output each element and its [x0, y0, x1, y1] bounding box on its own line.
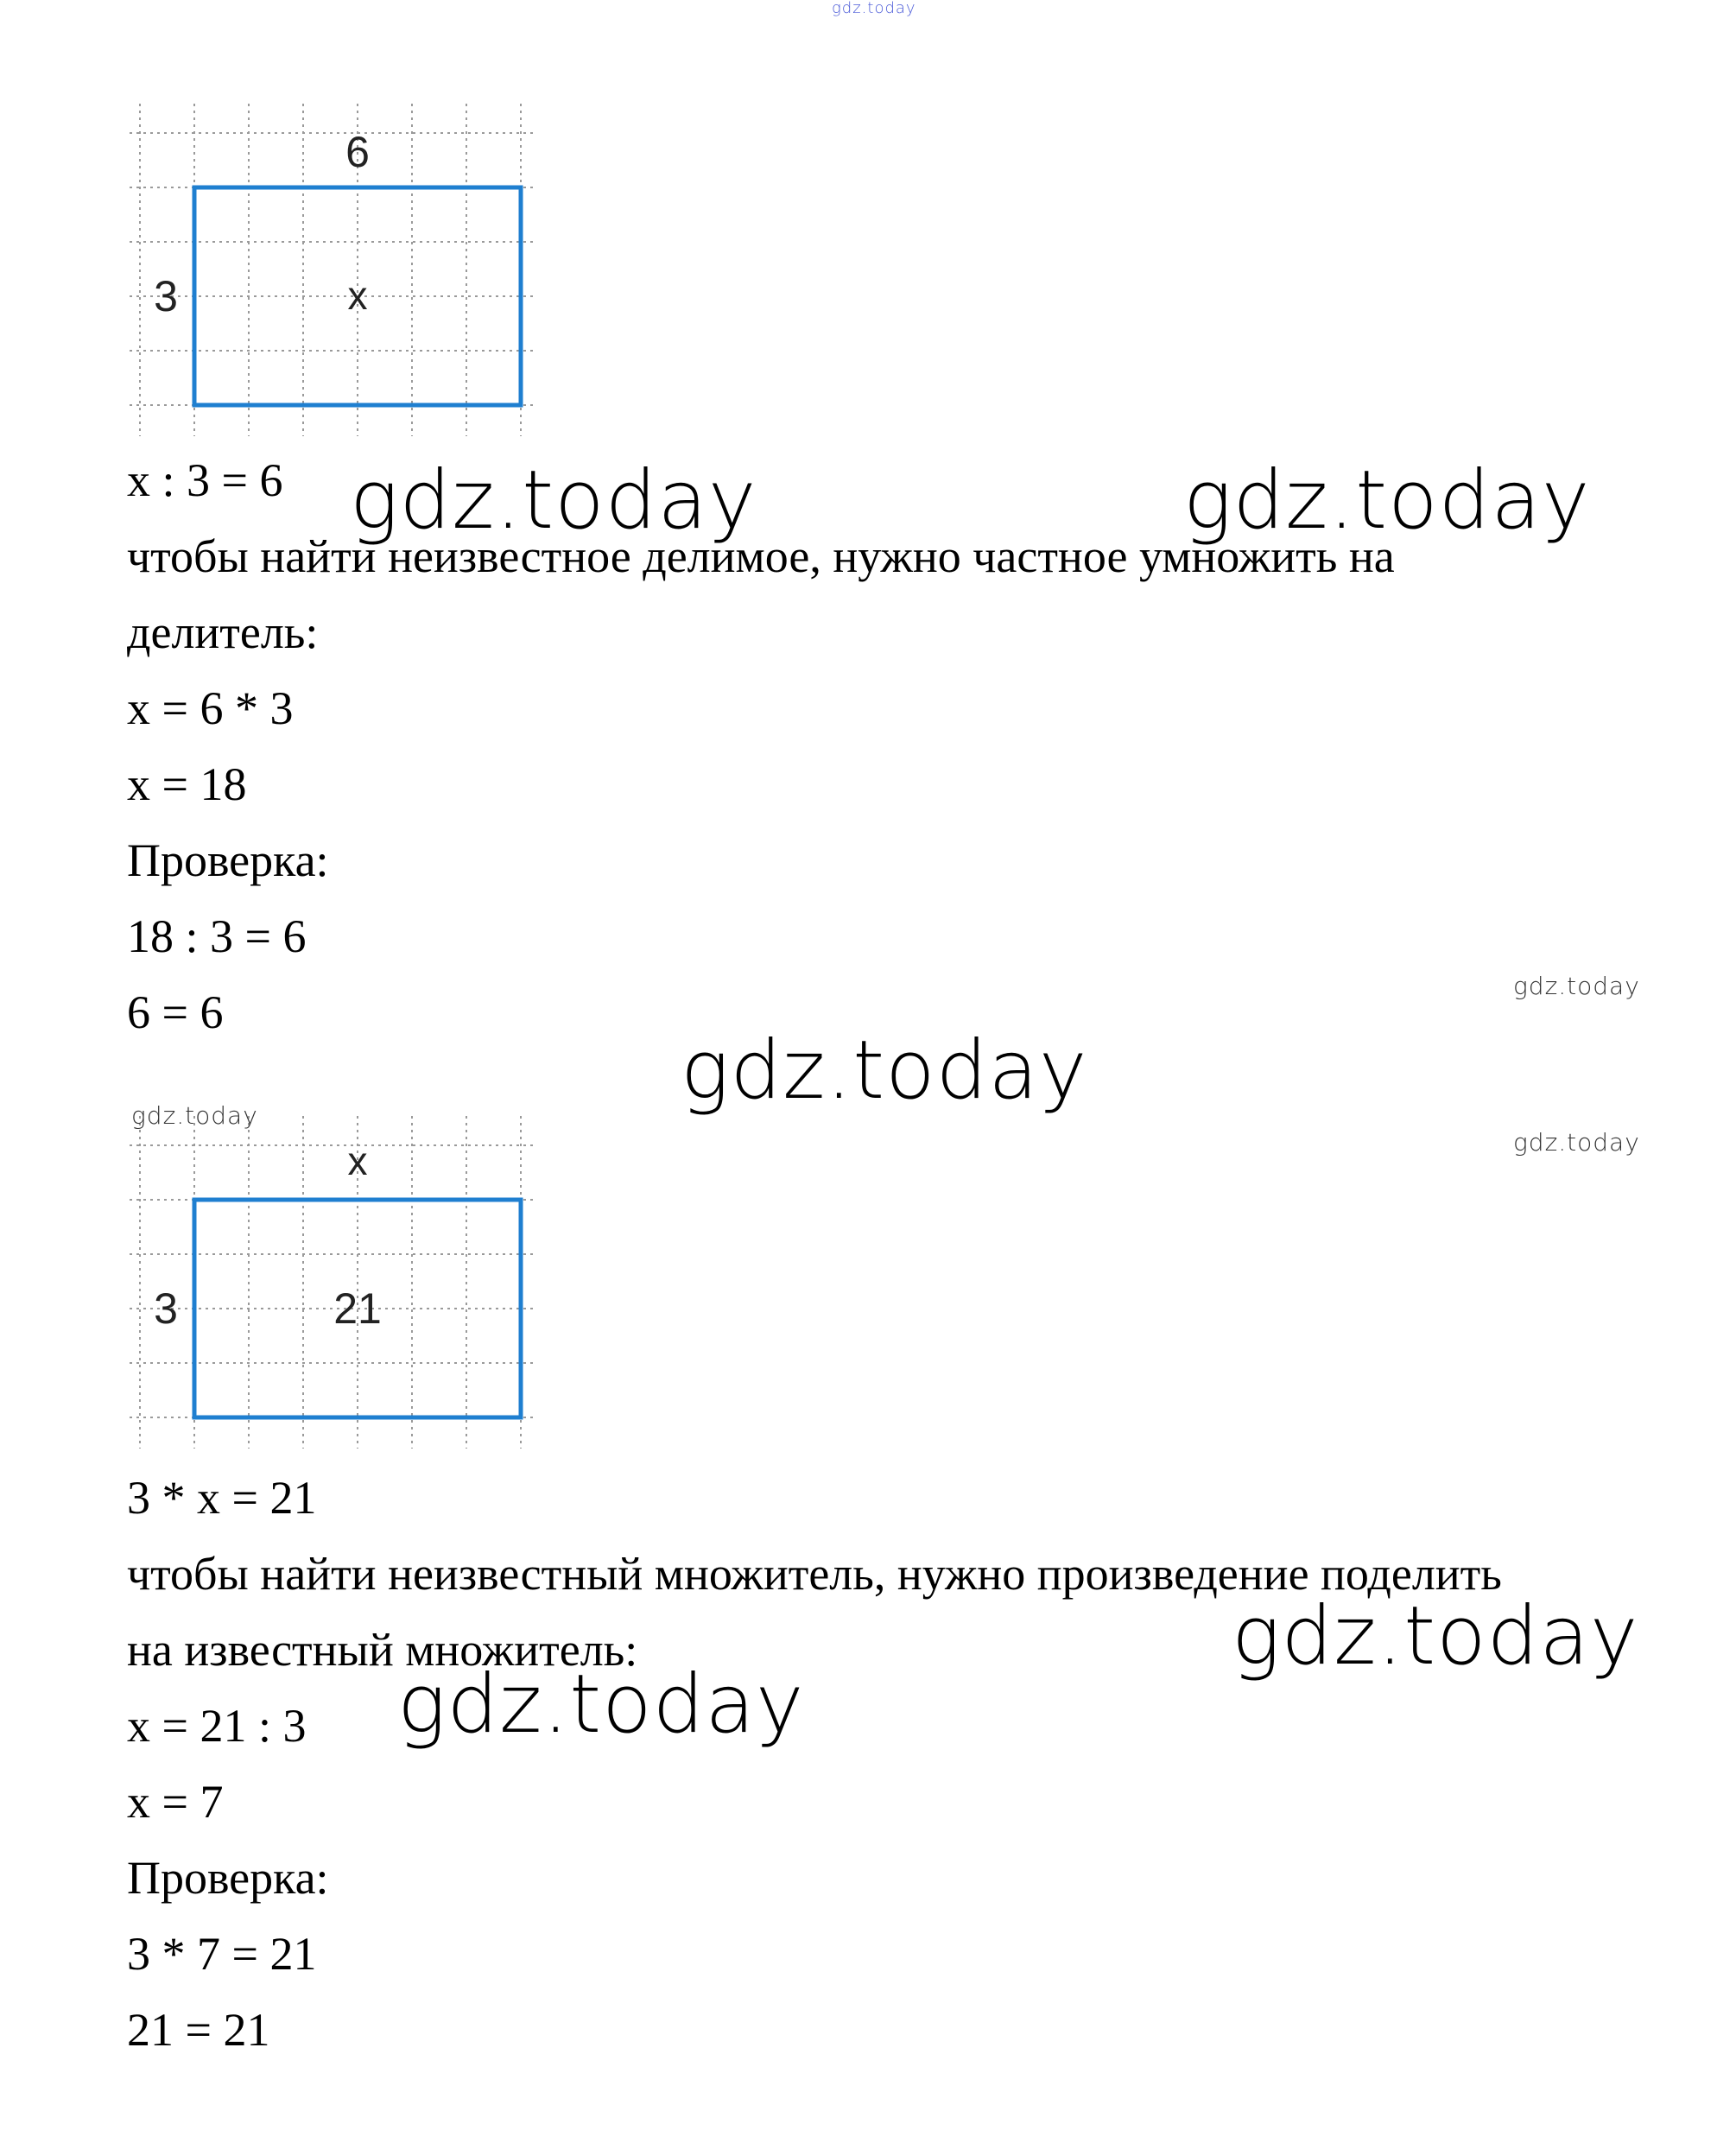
step-2-2: x = 7 — [127, 1776, 224, 1828]
rect1-center-label: x — [347, 273, 368, 318]
check-2-2: 21 = 21 — [127, 2004, 270, 2056]
step-1-2: x = 18 — [127, 758, 247, 810]
equation-2: 3 * x = 21 — [127, 1472, 317, 1524]
rule-2-line-2: на известный множитель: — [127, 1624, 638, 1676]
watermark-2: gdz.today — [1183, 453, 1591, 548]
watermark-5: gdz.today — [131, 1101, 258, 1130]
rule-2-line-1: чтобы найти неизвестный множитель, нужно произведение поделить — [127, 1548, 1502, 1600]
watermark-1: gdz.today — [350, 453, 757, 548]
check-label-1: Проверка: — [127, 834, 329, 886]
check-1-2: 6 = 6 — [127, 986, 224, 1038]
step-1-1: x = 6 * 3 — [127, 682, 294, 734]
rule-1-line-1: чтобы найти неизвестное делимое, нужно частное умножить на — [127, 530, 1395, 582]
watermark-4: gdz.today — [681, 1024, 1088, 1118]
rect2-side-label: 3 — [154, 1284, 178, 1333]
check-1-1: 18 : 3 = 6 — [127, 910, 307, 962]
rect1-top-label: 6 — [345, 128, 370, 176]
rectangle-diagram-2 — [121, 1116, 544, 1457]
rect2-center-label: 21 — [333, 1284, 382, 1333]
equation-1: x : 3 = 6 — [127, 454, 283, 506]
check-2-1: 3 * 7 = 21 — [127, 1928, 317, 1980]
rect2-top-label: x — [347, 1138, 368, 1183]
watermark-top: gdz.today — [832, 0, 916, 17]
watermark-8: gdz.today — [397, 1658, 805, 1752]
watermark-6: gdz.today — [1513, 1128, 1640, 1157]
rectangle-diagram-1 — [121, 104, 544, 445]
step-2-1: x = 21 : 3 — [127, 1700, 307, 1752]
watermark-3: gdz.today — [1513, 972, 1640, 1000]
rule-1-line-2: делитель: — [127, 606, 319, 658]
watermark-7: gdz.today — [1232, 1589, 1639, 1683]
check-label-2: Проверка: — [127, 1852, 329, 1904]
rect1-side-label: 3 — [154, 272, 178, 320]
